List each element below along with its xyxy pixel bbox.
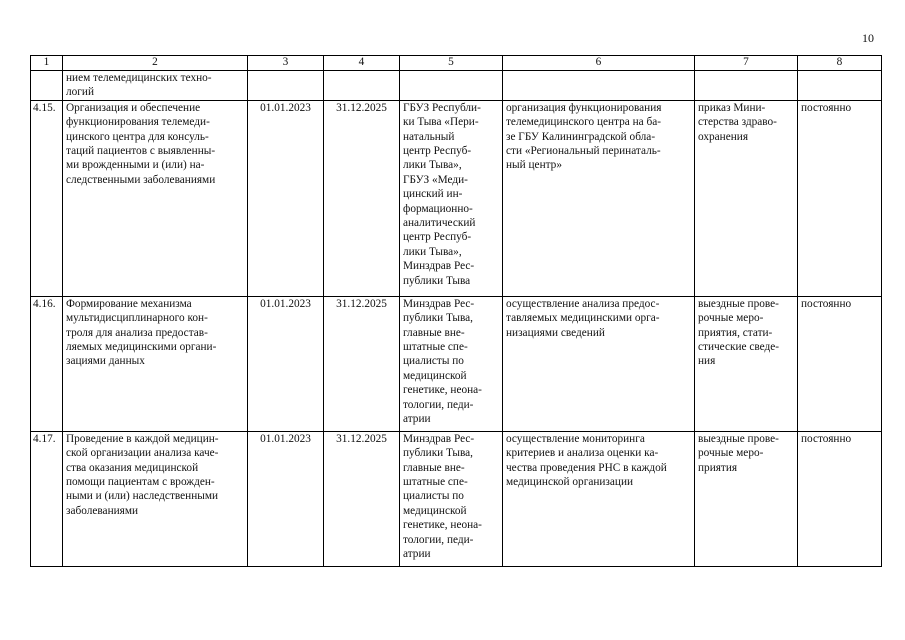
responsible-executors-cell: Минздрав Рес- публики Тыва, главные вне- штатные спе- циалисты по медицинской генетике, неона- тологии, педи- атрии	[400, 296, 503, 431]
activity-name-cell: Проведение в каждой медицин- ской организации анализа каче- ства оказания медицинской помощи пациентам с врожден- ными и (или) наследственными заболеваниями	[63, 431, 248, 566]
expected-result-cell: организация функционирования телемедицинского центра на ба- зе ГБУ Калининградской обла- сти «Региональный перинаталь- ный центр»	[503, 100, 695, 296]
item-number-cell: 4.15.	[31, 100, 63, 296]
end-date-cell: 31.12.2025	[324, 431, 400, 566]
column-number: 5	[400, 56, 503, 71]
activity-name-cell: нием телемедицинских техно- логий	[63, 71, 248, 101]
column-number: 6	[503, 56, 695, 71]
responsible-executors-cell: ГБУЗ Республи- ки Тыва «Пери- натальный центр Респуб- лики Тыва», ГБУЗ «Меди- цинский ин- формационно- аналитический центр Респуб- лики Тыва», Минздрав Рес- публики Тыва	[400, 100, 503, 296]
table-row	[31, 100, 882, 296]
control-basis-cell: выездные прове- рочные меро- приятия	[695, 431, 798, 566]
column-number: 8	[798, 56, 882, 71]
item-number-cell	[31, 71, 63, 101]
table-row	[31, 296, 882, 431]
responsible-executors-cell	[400, 71, 503, 101]
responsible-executors-cell: Минздрав Рес- публики Тыва, главные вне- штатные спе- циалисты по медицинской генетике, неона- тологии, педи- атрии	[400, 431, 503, 566]
frequency-cell: постоянно	[798, 431, 882, 566]
end-date-cell: 31.12.2025	[324, 100, 400, 296]
frequency-cell: постоянно	[798, 296, 882, 431]
start-date-cell: 01.01.2023	[248, 296, 324, 431]
table-row	[31, 431, 882, 566]
control-basis-cell: приказ Мини- стерства здраво- охранения	[695, 100, 798, 296]
expected-result-cell: осуществление анализа предос- тавляемых медицинскими орга- низациями сведений	[503, 296, 695, 431]
table-body	[31, 56, 882, 567]
frequency-cell	[798, 71, 882, 101]
table-row	[31, 71, 882, 101]
column-number: 3	[248, 56, 324, 71]
activity-plan-table	[30, 55, 882, 567]
control-basis-cell	[695, 71, 798, 101]
start-date-cell: 01.01.2023	[248, 431, 324, 566]
item-number-cell: 4.17.	[31, 431, 63, 566]
column-number-row	[31, 56, 882, 71]
start-date-cell	[248, 71, 324, 101]
activity-name-cell: Организация и обеспечение функционирования телемеди- цинского центра для консуль- таций пациентов с выявленны- ми врожденными и (или) на- следственными заболеваниями	[63, 100, 248, 296]
page-number: 10	[862, 31, 874, 45]
control-basis-cell: выездные прове- рочные меро- приятия, стати- стические сведе- ния	[695, 296, 798, 431]
column-number: 7	[695, 56, 798, 71]
column-number: 2	[63, 56, 248, 71]
end-date-cell: 31.12.2025	[324, 296, 400, 431]
frequency-cell: постоянно	[798, 100, 882, 296]
item-number-cell: 4.16.	[31, 296, 63, 431]
expected-result-cell: осуществление мониторинга критериев и анализа оценки ка- чества проведения РНС в каждой медицинской организации	[503, 431, 695, 566]
start-date-cell: 01.01.2023	[248, 100, 324, 296]
end-date-cell	[324, 71, 400, 101]
column-number: 1	[31, 56, 63, 71]
column-number: 4	[324, 56, 400, 71]
expected-result-cell	[503, 71, 695, 101]
activity-name-cell: Формирование механизма мультидисциплинарного кон- троля для анализа предостав- ляемых медицинскими органи- зациями данных	[63, 296, 248, 431]
